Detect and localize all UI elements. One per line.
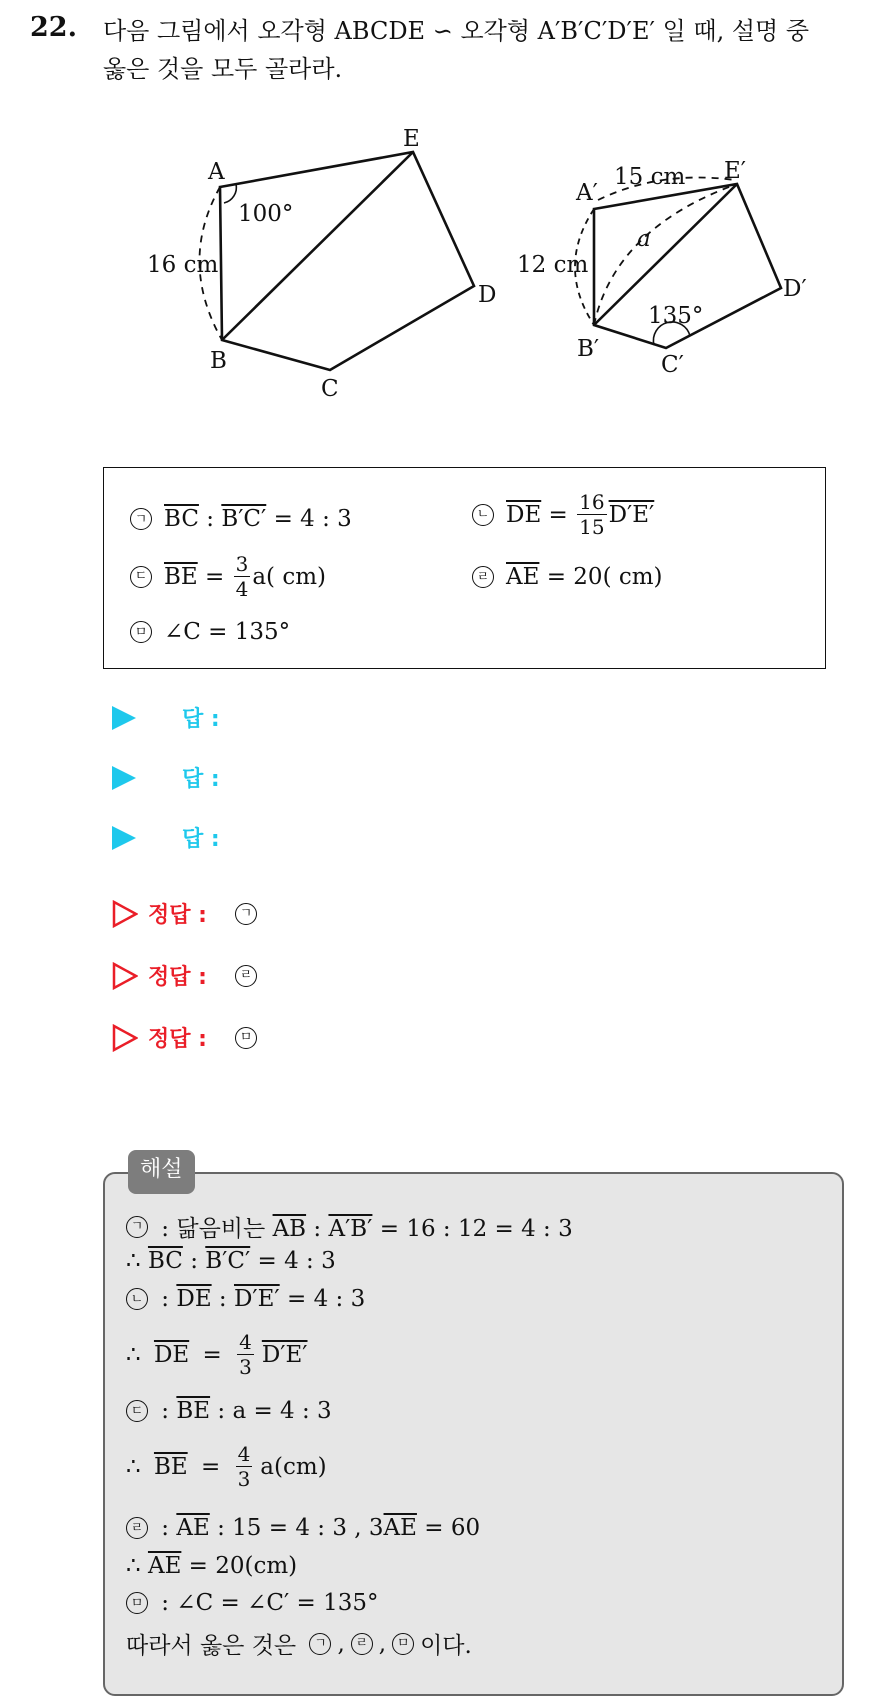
pentagon-figure — [0, 0, 884, 450]
question-line-2: 옳은 것을 모두 골라라. — [103, 55, 343, 83]
solution-line-4: ∴ $\overline{DE}$ = $\frac{4}{3}$ D′E′ — [126, 1330, 308, 1379]
fraction: $\frac{3}{4}$ — [235, 552, 249, 601]
label-e: E — [403, 126, 420, 152]
label-c: C — [321, 376, 339, 402]
choice-mark: ㄷ — [130, 566, 152, 588]
choice-2[interactable] — [472, 490, 654, 539]
mark: ㄴ — [126, 1288, 148, 1310]
label-a-prime: A′ — [576, 180, 598, 206]
equals: = — [541, 501, 576, 528]
correct-label: 정답 : — [148, 903, 207, 928]
solution-line-1: ㄱ : 닮음비는 $\overline{AB}$ : A′B′ = 16 : 12 = 4 : 3 — [126, 1210, 573, 1243]
pentagon-abcde — [199, 152, 474, 370]
ratio-text: = 4 : 3 — [266, 506, 352, 532]
mark: ㅁ — [126, 1592, 148, 1614]
label-e-prime: E′ — [724, 158, 747, 184]
solution-line-10: 따라서 옳은 것은 ㄱ , ㄹ , ㅁ 이다. — [126, 1630, 472, 1659]
side-ab-prime-label: 12 cm — [517, 252, 589, 278]
segment-bc: $\overline{BC}$ — [164, 506, 199, 532]
answer-label: 답 : — [182, 707, 220, 732]
solution-line-2: ∴ $\overline{BC}$ : B′C′ = 4 : 3 — [126, 1248, 336, 1274]
mark: ㄱ — [126, 1216, 148, 1238]
correct-mark: ㅁ — [235, 1027, 257, 1049]
question-number: 22. — [30, 12, 77, 43]
label-d-prime: D′ — [783, 276, 807, 302]
solution-line-6: ∴ $\overline{BE}$ = $\frac{4}{3}$ a(cm) — [126, 1442, 327, 1491]
solution-line-8: ∴ $\overline{AE} = 20(cm)$ — [126, 1553, 298, 1579]
solution-line-7: ㄹ : $\overline{AE}$ : 15 = 4 : 3 , $3\overline{AE} = 60$ — [126, 1515, 480, 1541]
answer-row-1[interactable] — [112, 702, 220, 733]
label-a: A — [208, 159, 225, 185]
choice-4[interactable] — [472, 564, 663, 590]
correct-answer-3 — [112, 1022, 257, 1053]
fraction: $\frac{4}{3}$ — [239, 1330, 252, 1379]
side-ab-label: 16 cm — [147, 252, 219, 278]
outline-triangle-icon — [112, 1024, 138, 1052]
segment-de: $\overline{DE}$ — [506, 501, 542, 528]
diag-a-label: a — [637, 226, 651, 252]
fraction: $\frac{16}{15}$ — [579, 490, 605, 539]
question-line-1: 다음 그림에서 오각형 ABCDE ∽ 오각형 A′B′C′D′E′ 일 때, 설명 중 — [103, 17, 810, 45]
angle-c-prime-label: 135° — [648, 303, 704, 329]
segment-de-prime: D′E′ — [608, 501, 655, 528]
segment-bc-prime: B′C′ — [221, 506, 267, 532]
equals: = — [197, 563, 232, 590]
angle-text: ∠C = 135° — [164, 619, 291, 645]
answer-row-3[interactable] — [112, 822, 220, 853]
choice-mark: ㄹ — [472, 566, 494, 588]
answer-label: 답 : — [182, 767, 220, 792]
angle-a-label: 100° — [238, 201, 294, 227]
choice-1[interactable] — [130, 506, 352, 532]
mark: ㄱ — [309, 1633, 331, 1655]
correct-label: 정답 : — [148, 965, 207, 990]
solution-line-9: ㅁ : ∠C = ∠C′ = 135° — [126, 1590, 379, 1616]
mark: ㄷ — [126, 1400, 148, 1422]
choice-mark: ㄴ — [472, 504, 494, 526]
fraction: $\frac{4}{3}$ — [237, 1442, 251, 1491]
correct-answer-1 — [112, 898, 257, 929]
mark: ㅁ — [392, 1633, 414, 1655]
segment-ae: $\overline{AE}$ — [506, 564, 540, 590]
answer-row-2[interactable] — [112, 762, 220, 793]
mark: ㄹ — [126, 1517, 148, 1539]
segment-be: $\overline{BE}$ — [164, 563, 198, 590]
outline-triangle-icon — [112, 900, 138, 928]
choice-3[interactable] — [130, 552, 326, 601]
correct-mark: ㄱ — [235, 903, 257, 925]
label-c-prime: C′ — [661, 352, 684, 378]
correct-mark: ㄹ — [235, 965, 257, 987]
play-triangle-icon — [112, 706, 136, 730]
label-d: D — [478, 282, 497, 308]
choice-box — [103, 467, 826, 669]
answer-label: 답 : — [182, 827, 220, 852]
value-text: a( cm) — [252, 563, 327, 590]
label-b: B — [210, 348, 227, 374]
solution-line-5: ㄷ : $\overline{BE}$ : a = 4 : 3 — [126, 1398, 332, 1424]
solution-line-3: ㄴ : $\overline{DE}$ : D′E′ = 4 : 3 — [126, 1286, 365, 1312]
play-triangle-icon — [112, 766, 136, 790]
mark: ㄹ — [351, 1633, 373, 1655]
correct-answer-2 — [112, 960, 257, 991]
choice-mark: ㄱ — [130, 508, 152, 530]
value-text: = 20( cm) — [539, 564, 663, 590]
choice-5[interactable] — [130, 619, 290, 645]
correct-label: 정답 : — [148, 1027, 207, 1052]
side-ae-prime-label: 15 cm — [614, 164, 686, 190]
label-b-prime: B′ — [577, 336, 600, 362]
choice-mark: ㅁ — [130, 621, 152, 643]
play-triangle-icon — [112, 826, 136, 850]
outline-triangle-icon — [112, 962, 138, 990]
solution-tag: 해설 — [128, 1150, 195, 1194]
colon: : — [198, 506, 222, 532]
